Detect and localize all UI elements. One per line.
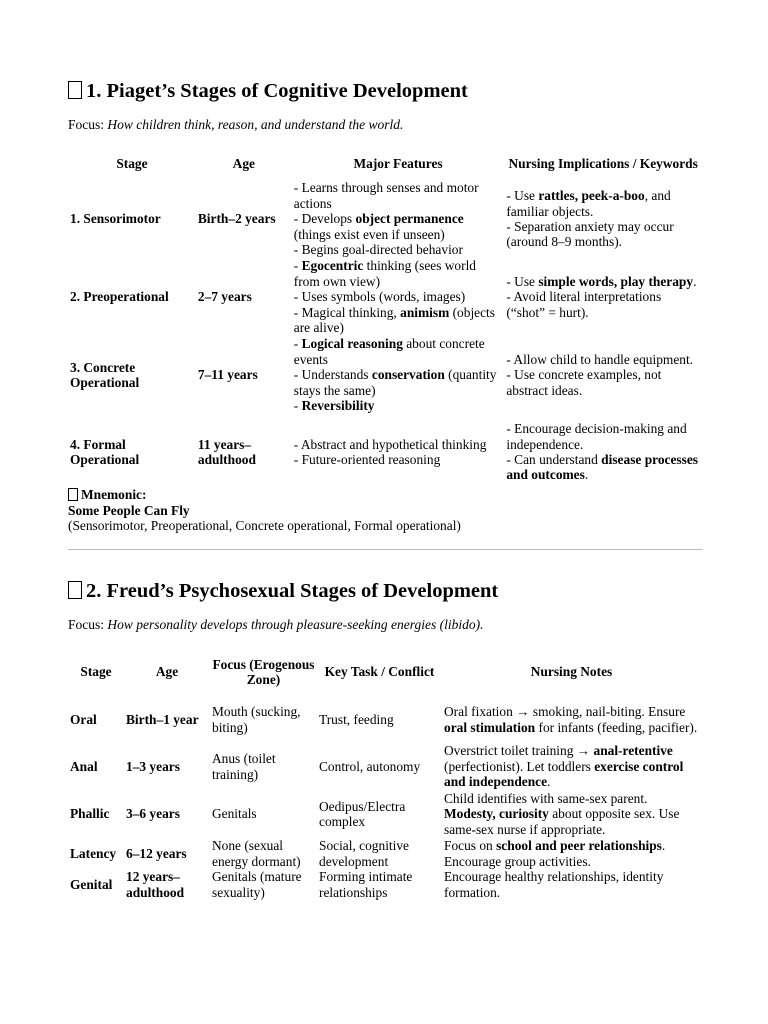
notes-cell: [442, 869, 701, 900]
feature-line: [294, 211, 503, 242]
nursing-line: [506, 452, 700, 483]
stage-cell: Phallic: [70, 806, 110, 822]
bold-text: oral stimulation: [444, 719, 536, 735]
col-header-nursing-implications: Nursing Implications / Keywords: [508, 156, 698, 172]
text-run: -: [293, 258, 302, 274]
stage-cell: 3. Concrete Operational: [70, 359, 140, 390]
nursing-cell: [504, 258, 702, 336]
text-run: - Allow child to handle equipment.: [506, 351, 694, 367]
table-row: [68, 336, 702, 414]
text-run: .: [693, 273, 697, 289]
age-cell: 6–12 years: [126, 845, 187, 861]
stage-cell: Oral: [70, 711, 97, 727]
col-header-major-features: Major Features: [353, 156, 443, 172]
section2-focus-text: How personality develops through pleasure-seeking energies (libido).: [107, 617, 484, 632]
missing-glyph-icon: [68, 81, 82, 99]
text-run: - Develops: [293, 211, 356, 227]
section1-heading: [68, 79, 468, 103]
nursing-line: [506, 421, 700, 452]
text-run: -: [293, 336, 302, 352]
text-run: - Avoid literal interpretations (“shot” = hurt).: [506, 289, 662, 320]
text-run: (things exist even if unseen): [293, 226, 445, 242]
text-run: (objects are alive): [293, 304, 495, 336]
age-cell: 1–3 years: [126, 758, 180, 774]
zone-cell: Genitals: [212, 806, 257, 822]
text-run: - Use concrete examples, not abstract ideas.: [506, 367, 662, 398]
text-run: thinking (sees world from own view): [293, 258, 477, 289]
section1-focus-text: How children think, reason, and understand the world.: [107, 117, 404, 132]
stage-cell: Latency: [70, 845, 117, 861]
age-cell: Birth–2 years: [197, 211, 276, 227]
table-row: [68, 790, 701, 838]
bold-text: Egocentric: [301, 258, 364, 274]
mnemonic-phrase: Some People Can Fly: [68, 502, 190, 518]
text-run: -: [293, 398, 302, 414]
text-run: , and familiar objects.: [506, 188, 671, 219]
text-run: - Learns through senses and motor actions: [293, 180, 479, 211]
notes-cell: [442, 790, 701, 838]
age-cell: 7–11 years: [197, 367, 258, 383]
bold-text: animism: [400, 304, 450, 320]
bold-text: Reversibility: [301, 398, 375, 414]
bold-text: simple words, play therapy: [538, 273, 694, 289]
mnemonic-label: Mnemonic:: [81, 487, 147, 502]
text-run: - Use: [506, 273, 539, 289]
text-run: - Begins goal-directed behavior: [293, 242, 463, 258]
nursing-line: [506, 289, 700, 320]
task-cell: Trust, feeding: [319, 711, 394, 727]
section2-title: 2. Freud’s Psychosexual Stages of Development: [86, 580, 499, 602]
text-run: - Separation anxiety may occur (around 8–9 months).: [506, 219, 674, 250]
nursing-line: [506, 352, 700, 367]
freud-table: [68, 648, 701, 900]
feature-line: [294, 180, 503, 211]
col-header-stage: Stage: [116, 156, 148, 172]
zone-cell: None (sexual energy dormant): [212, 838, 301, 869]
bold-text: rattles, peek-a-boo: [538, 188, 645, 204]
feature-line: [294, 289, 503, 304]
zone-cell: Mouth (sucking, biting): [212, 704, 301, 735]
feature-line: [294, 336, 503, 367]
text-run: (quantity stays the same): [293, 367, 497, 398]
stage-cell: 1. Sensorimotor: [70, 211, 161, 227]
text-run: .: [584, 467, 589, 483]
table-row: [68, 696, 701, 743]
feature-line: [294, 242, 503, 257]
bold-text: conservation: [371, 367, 445, 383]
feature-line: [294, 398, 503, 413]
stage-cell: 2. Preoperational: [70, 289, 169, 305]
section1-focus: Focus: How children think, reason, and understand the world.: [68, 117, 404, 132]
text-run: - Encourage decision-making and independence.: [506, 421, 687, 452]
missing-glyph-icon: [68, 581, 82, 599]
text-run: for infants (feeding, pacifier).: [535, 719, 698, 735]
text-run: . Encourage group activities.: [444, 838, 666, 869]
section1-title: 1. Piaget’s Stages of Cognitive Development: [86, 80, 468, 102]
bold-text: object permanence: [355, 211, 464, 227]
table-row: [68, 838, 701, 869]
mnemonic-block: [68, 487, 461, 534]
text-run: - Uses symbols (words, images): [293, 289, 466, 305]
nursing-cell: [504, 414, 702, 490]
feature-line: [294, 258, 503, 289]
text-run: - Understands: [293, 367, 372, 383]
col-header-key-task: Key Task / Conflict: [324, 664, 435, 680]
nursing-cell: [504, 336, 702, 414]
nursing-line: [506, 367, 700, 398]
piaget-table: [68, 148, 702, 490]
text-run: Encourage healthy relationships, identity formation.: [444, 869, 664, 900]
zone-cell: Genitals (mature sexuality): [212, 869, 302, 900]
missing-glyph-icon: [68, 488, 78, 501]
table-row: [68, 869, 701, 900]
feature-line: [294, 367, 503, 398]
text-run: - Can understand: [506, 452, 602, 467]
text-run: - Abstract and hypothetical thinking: [293, 436, 487, 452]
text-run: Focus on: [444, 838, 497, 854]
age-cell: Birth–1 year: [126, 711, 199, 727]
features-cell: [292, 180, 505, 258]
features-cell: [292, 258, 505, 336]
text-run: - Magical thinking,: [293, 304, 401, 320]
bold-text: Modesty, curiosity: [444, 806, 549, 822]
text-run: .: [547, 774, 551, 790]
age-cell: 12 years–adulthood: [126, 869, 185, 900]
age-cell: 11 years–adulthood: [197, 436, 256, 467]
bold-text: disease processes and outcomes: [506, 452, 698, 483]
bold-text: Logical reasoning: [301, 336, 403, 352]
text-run: about opposite sex. Use same-sex nurse if appropriate.: [444, 806, 680, 837]
table-row: [68, 743, 701, 790]
task-cell: Oedipus/Electra complex: [319, 798, 406, 829]
age-cell: 3–6 years: [126, 806, 180, 822]
table-row: [68, 180, 702, 258]
zone-cell: Anus (toilet training): [212, 751, 276, 782]
features-cell: [292, 414, 505, 490]
section2-focus: Focus: How personality develops through pleasure-seeking energies (libido).: [68, 617, 484, 632]
task-cell: Forming intimate relationships: [319, 869, 413, 900]
task-cell: Social, cognitive development: [319, 838, 409, 869]
table-row: [68, 258, 702, 336]
col-header-erogenous-zone: Focus (Erogenous Zone): [212, 656, 315, 687]
col-header-age: Age: [232, 156, 255, 172]
stage-cell: Anal: [70, 758, 98, 774]
section2-heading: [68, 579, 498, 603]
stage-cell: Genital: [70, 876, 113, 892]
text-run: about concrete events: [293, 336, 485, 367]
col-header-age: Age: [155, 664, 179, 680]
text-run: Oral fixation → smoking, nail-biting. Ensure: [444, 704, 686, 720]
notes-cell: [442, 838, 701, 869]
features-cell: [292, 336, 505, 414]
text-run: Child identifies with same-sex parent.: [444, 790, 648, 806]
nursing-line: [506, 219, 700, 250]
nursing-cell: [504, 180, 702, 258]
bold-text: anal-retentive: [593, 743, 673, 759]
text-run: Overstrict toilet training →: [444, 743, 594, 759]
task-cell: Control, autonomy: [319, 758, 421, 774]
bold-text: exercise control and independence: [444, 758, 684, 790]
text-run: - Future-oriented reasoning: [293, 452, 441, 467]
text-run: - Use: [506, 188, 539, 204]
bold-text: school and peer relationships: [496, 838, 662, 854]
notes-cell: [442, 696, 701, 743]
age-cell: 2–7 years: [197, 289, 252, 305]
col-header-stage: Stage: [80, 664, 112, 680]
feature-line: [294, 305, 503, 336]
col-header-nursing-notes: Nursing Notes: [530, 664, 613, 680]
mnemonic-expansion: (Sensorimotor, Preoperational, Concrete operational, Formal operational): [68, 518, 461, 533]
section-divider: [68, 549, 702, 550]
text-run: (perfectionist). Let toddlers: [444, 758, 595, 774]
nursing-line: [506, 188, 700, 219]
feature-line: [294, 452, 503, 467]
notes-cell: [442, 743, 701, 790]
nursing-line: [506, 274, 700, 289]
feature-line: [294, 437, 503, 452]
stage-cell: 4. Formal Operational: [70, 436, 140, 467]
table-row: [68, 414, 702, 490]
